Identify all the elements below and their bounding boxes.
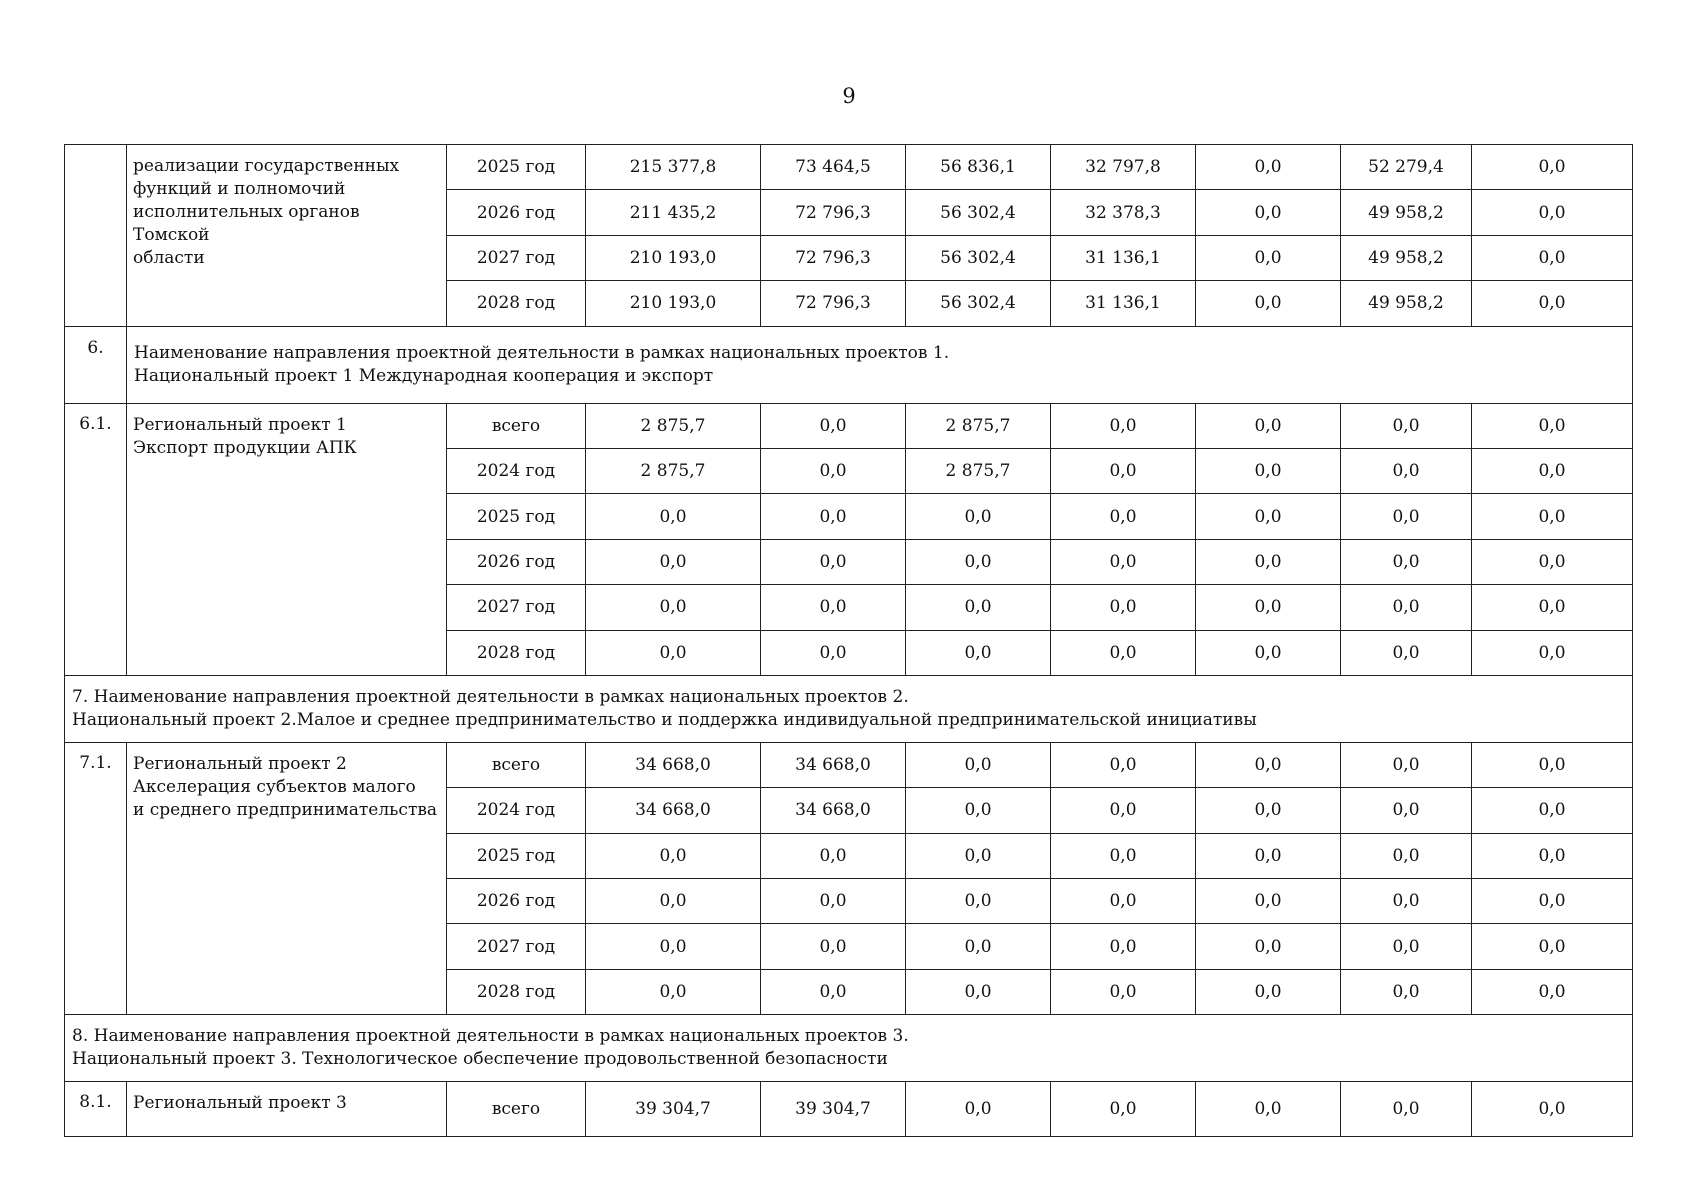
value-cell: 0,0 (1472, 969, 1633, 1014)
value-cell: 72 796,3 (761, 235, 906, 280)
value-cell: 0,0 (1196, 494, 1341, 539)
value-cell: 0,0 (1341, 788, 1472, 833)
value-cell: 56 302,4 (906, 190, 1051, 235)
text-line: Акселерация субъектов малого (133, 776, 416, 797)
value-cell: 0,0 (1196, 833, 1341, 878)
period-cell: всего (447, 742, 586, 787)
value-cell: 39 304,7 (761, 1082, 906, 1136)
value-cell: 0,0 (1341, 742, 1472, 787)
period-cell: 2025 год (447, 494, 586, 539)
table-row (65, 742, 1633, 787)
value-cell: 34 668,0 (761, 788, 906, 833)
value-cell: 0,0 (1196, 1082, 1341, 1136)
value-cell: 39 304,7 (586, 1082, 761, 1136)
value-cell: 0,0 (586, 879, 761, 924)
value-cell: 0,0 (1051, 879, 1196, 924)
row-number-cell: 8.1. (65, 1082, 127, 1136)
value-cell: 0,0 (1472, 539, 1633, 584)
value-cell: 0,0 (586, 494, 761, 539)
value-cell: 0,0 (1196, 403, 1341, 448)
value-cell: 0,0 (1196, 190, 1341, 235)
period-cell: 2024 год (447, 448, 586, 493)
value-cell: 31 136,1 (1051, 235, 1196, 280)
period-cell: всего (447, 1082, 586, 1136)
value-cell: 32 797,8 (1051, 145, 1196, 190)
value-cell: 0,0 (1341, 585, 1472, 630)
value-cell: 0,0 (1196, 788, 1341, 833)
period-cell: 2024 год (447, 788, 586, 833)
value-cell: 0,0 (1051, 1082, 1196, 1136)
period-cell: 2027 год (447, 585, 586, 630)
value-cell: 0,0 (586, 630, 761, 675)
text-line: Региональный проект 1 (133, 414, 347, 435)
value-cell: 0,0 (1051, 585, 1196, 630)
value-cell: 0,0 (1196, 448, 1341, 493)
value-cell: 0,0 (1196, 924, 1341, 969)
period-cell: 2028 год (447, 969, 586, 1014)
value-cell: 0,0 (1472, 742, 1633, 787)
value-cell: 0,0 (1051, 969, 1196, 1014)
row-number-cell: 7.1. (65, 742, 127, 1014)
value-cell: 0,0 (1472, 145, 1633, 190)
value-cell: 49 958,2 (1341, 281, 1472, 326)
table-body (65, 145, 1633, 1137)
value-cell: 0,0 (1196, 742, 1341, 787)
value-cell: 0,0 (761, 539, 906, 584)
value-cell: 0,0 (1472, 1082, 1633, 1136)
value-cell: 0,0 (1051, 539, 1196, 584)
value-cell: 0,0 (1196, 145, 1341, 190)
row-name-cell (127, 403, 447, 675)
section-row (65, 675, 1633, 742)
value-cell: 32 378,3 (1051, 190, 1196, 235)
value-cell: 211 435,2 (586, 190, 761, 235)
value-cell: 2 875,7 (586, 448, 761, 493)
value-cell: 49 958,2 (1341, 235, 1472, 280)
value-cell: 210 193,0 (586, 235, 761, 280)
value-cell: 0,0 (1472, 403, 1633, 448)
value-cell: 0,0 (1341, 448, 1472, 493)
value-cell: 0,0 (761, 630, 906, 675)
value-cell: 0,0 (906, 969, 1051, 1014)
table-row (65, 145, 1633, 190)
value-cell: 0,0 (761, 969, 906, 1014)
value-cell: 0,0 (906, 630, 1051, 675)
value-cell: 0,0 (586, 924, 761, 969)
value-cell: 210 193,0 (586, 281, 761, 326)
text-line: и среднего предпринимательства (133, 799, 438, 820)
value-cell: 2 875,7 (906, 448, 1051, 493)
value-cell: 56 302,4 (906, 235, 1051, 280)
text-line: Региональный проект 2 (133, 753, 347, 774)
row-name-cell (127, 742, 447, 1014)
value-cell: 0,0 (1472, 281, 1633, 326)
value-cell: 0,0 (906, 788, 1051, 833)
value-cell: 0,0 (1051, 788, 1196, 833)
value-cell: 0,0 (761, 833, 906, 878)
text-line: Национальный проект 2.Малое и среднее предпринимательство и поддержка индивидуальной предпринимательской инициативы (72, 709, 1257, 730)
value-cell: 0,0 (1341, 924, 1472, 969)
value-cell: 72 796,3 (761, 190, 906, 235)
value-cell: 0,0 (1341, 630, 1472, 675)
value-cell: 2 875,7 (586, 403, 761, 448)
section-title-cell (65, 675, 1633, 742)
value-cell: 73 464,5 (761, 145, 906, 190)
section-row (65, 1015, 1633, 1082)
period-cell: 2027 год (447, 924, 586, 969)
value-cell: 0,0 (761, 924, 906, 969)
value-cell: 0,0 (1341, 969, 1472, 1014)
value-cell: 0,0 (1196, 585, 1341, 630)
section-title-cell (127, 326, 1633, 403)
period-cell: 2026 год (447, 190, 586, 235)
value-cell: 34 668,0 (586, 788, 761, 833)
value-cell: 0,0 (906, 879, 1051, 924)
value-cell: 0,0 (1472, 879, 1633, 924)
value-cell: 0,0 (586, 969, 761, 1014)
text-line: 8. Наименование направления проектной деятельности в рамках национальных проектов 3. (72, 1026, 909, 1047)
text-line: реализации государственных (133, 156, 400, 176)
value-cell: 0,0 (1051, 403, 1196, 448)
value-cell: 49 958,2 (1341, 190, 1472, 235)
text-line: 7. Наименование направления проектной деятельности в рамках национальных проектов 2. (72, 686, 909, 707)
table-row (65, 1082, 1633, 1136)
value-cell: 0,0 (1196, 969, 1341, 1014)
value-cell: 0,0 (906, 742, 1051, 787)
row-number-cell (65, 145, 127, 327)
value-cell: 0,0 (1051, 924, 1196, 969)
value-cell: 215 377,8 (586, 145, 761, 190)
value-cell: 0,0 (906, 585, 1051, 630)
section-number-cell: 6. (65, 326, 127, 403)
value-cell: 0,0 (906, 494, 1051, 539)
value-cell: 52 279,4 (1341, 145, 1472, 190)
value-cell: 0,0 (586, 585, 761, 630)
value-cell: 31 136,1 (1051, 281, 1196, 326)
text-line: функций и полномочий (133, 179, 346, 199)
value-cell: 0,0 (1051, 448, 1196, 493)
value-cell: 0,0 (1472, 448, 1633, 493)
value-cell: 0,0 (1196, 630, 1341, 675)
value-cell: 34 668,0 (586, 742, 761, 787)
period-cell: 2025 год (447, 833, 586, 878)
value-cell: 0,0 (1472, 630, 1633, 675)
value-cell: 34 668,0 (761, 742, 906, 787)
value-cell: 0,0 (1051, 494, 1196, 539)
value-cell: 0,0 (1051, 630, 1196, 675)
period-cell: всего (447, 403, 586, 448)
value-cell: 0,0 (1341, 879, 1472, 924)
text-line: Наименование направления проектной деятельности в рамках национальных проектов 1. (134, 342, 950, 363)
row-number-cell: 6.1. (65, 403, 127, 675)
period-cell: 2027 год (447, 235, 586, 280)
value-cell: 0,0 (1472, 833, 1633, 878)
value-cell: 0,0 (1051, 833, 1196, 878)
period-cell: 2028 год (447, 630, 586, 675)
section-row (65, 326, 1633, 403)
period-cell: 2028 год (447, 281, 586, 326)
period-cell: 2026 год (447, 539, 586, 584)
value-cell: 0,0 (1341, 833, 1472, 878)
value-cell: 0,0 (761, 448, 906, 493)
text-line: Экспорт продукции АПК (133, 437, 357, 458)
value-cell: 0,0 (1472, 494, 1633, 539)
value-cell: 0,0 (1196, 281, 1341, 326)
budget-table (64, 144, 1633, 1137)
page-number: 9 (842, 84, 856, 108)
row-name-cell (127, 1082, 447, 1136)
value-cell: 0,0 (1472, 788, 1633, 833)
text-line: области (133, 248, 205, 268)
value-cell: 0,0 (1472, 235, 1633, 280)
value-cell: 56 302,4 (906, 281, 1051, 326)
period-cell: 2025 год (447, 145, 586, 190)
text-line: Национальный проект 1 Международная кооперация и экспорт (134, 365, 714, 386)
row-name-cell (127, 145, 447, 327)
value-cell: 0,0 (906, 833, 1051, 878)
value-cell: 0,0 (1472, 585, 1633, 630)
value-cell: 0,0 (1196, 539, 1341, 584)
table-row (65, 403, 1633, 448)
value-cell: 0,0 (761, 494, 906, 539)
value-cell: 2 875,7 (906, 403, 1051, 448)
value-cell: 0,0 (586, 833, 761, 878)
value-cell: 0,0 (761, 879, 906, 924)
value-cell: 0,0 (1472, 924, 1633, 969)
text-line: Региональный проект 3 (133, 1093, 347, 1114)
value-cell: 0,0 (1341, 539, 1472, 584)
value-cell: 0,0 (906, 539, 1051, 584)
value-cell: 0,0 (586, 539, 761, 584)
section-title-cell (65, 1015, 1633, 1082)
value-cell: 0,0 (761, 403, 906, 448)
value-cell: 0,0 (1341, 1082, 1472, 1136)
value-cell: 0,0 (1341, 403, 1472, 448)
value-cell: 72 796,3 (761, 281, 906, 326)
text-line: Национальный проект 3. Технологическое обеспечение продовольственной безопасности (72, 1049, 888, 1070)
value-cell: 56 836,1 (906, 145, 1051, 190)
text-line: исполнительных органов Томской (133, 202, 360, 245)
value-cell: 0,0 (906, 1082, 1051, 1136)
value-cell: 0,0 (1341, 494, 1472, 539)
value-cell: 0,0 (1051, 742, 1196, 787)
value-cell: 0,0 (1472, 190, 1633, 235)
value-cell: 0,0 (1196, 235, 1341, 280)
value-cell: 0,0 (761, 585, 906, 630)
value-cell: 0,0 (906, 924, 1051, 969)
period-cell: 2026 год (447, 879, 586, 924)
value-cell: 0,0 (1196, 879, 1341, 924)
